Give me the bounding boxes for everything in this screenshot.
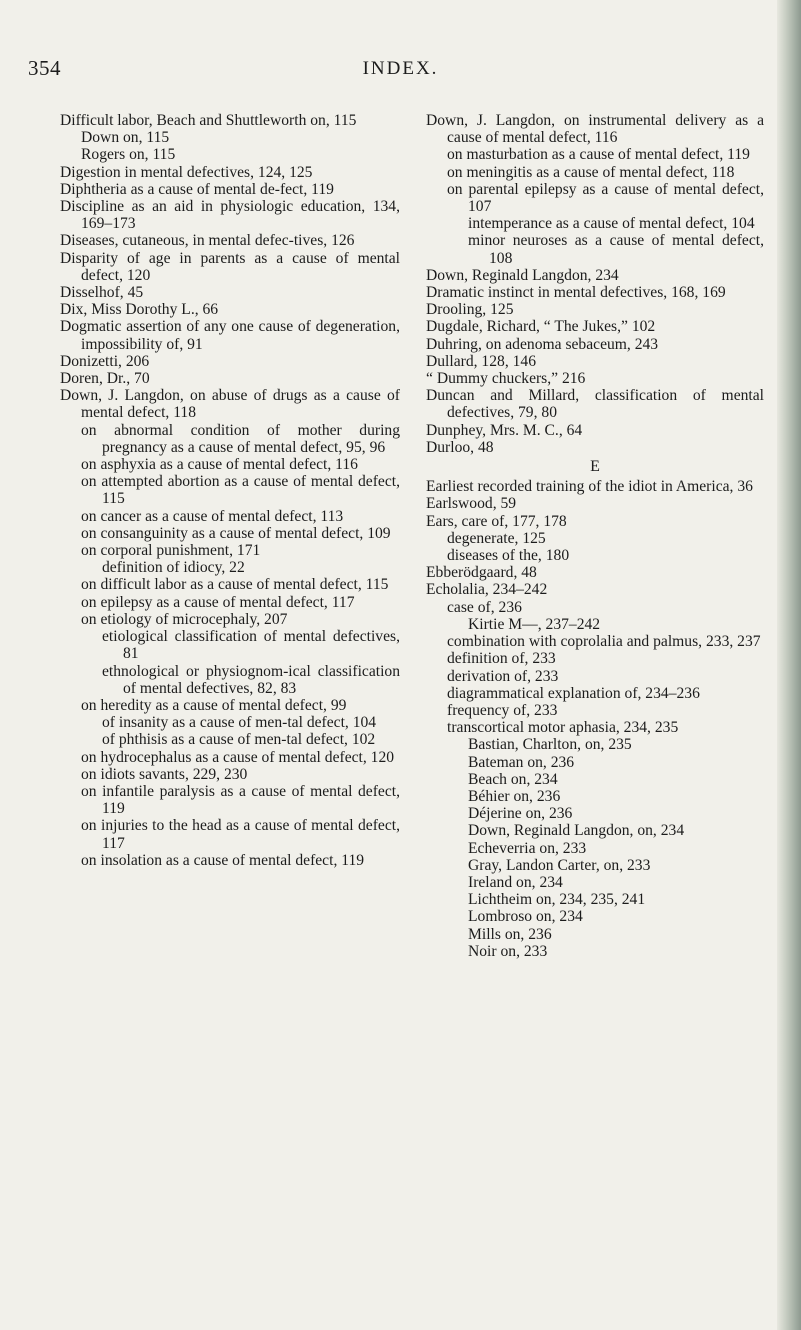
index-subentry: Gray, Landon Carter, on, 233 xyxy=(468,856,651,874)
index-subentry: Bateman on, 236 xyxy=(468,753,575,771)
index-subentry: etiological classification of mental defectives, 81 xyxy=(102,628,400,663)
index-subentry: derivation of, 233 xyxy=(447,667,559,685)
index-entry: Durloo, 48 xyxy=(426,438,494,456)
index-entry: Diseases, cutaneous, in mental defec-tives, 126 xyxy=(60,232,355,250)
index-subentry: Ireland on, 234 xyxy=(468,873,563,891)
index-subentry: Kirtie M—, 237–242 xyxy=(468,615,601,633)
index-entry: Dugdale, Richard, “ The Jukes,” 102 xyxy=(426,318,656,336)
index-entry: Discipline as an aid in physiologic education, 134, 169–173 xyxy=(60,198,400,233)
index-entry: Doren, Dr., 70 xyxy=(60,370,150,388)
index-subentry: degenerate, 125 xyxy=(447,529,546,547)
index-entry: Disselhof, 45 xyxy=(60,284,144,302)
index-subentry: on parental epilepsy as a cause of mental defect, 107 xyxy=(447,180,764,216)
index-subentry: Rogers on, 115 xyxy=(81,146,176,164)
page-number: 354 xyxy=(28,56,61,80)
index-entry: “ Dummy chuckers,” 216 xyxy=(426,370,586,388)
left-index-column xyxy=(60,112,400,869)
index-entry: Duncan and Millard, classification of mental defectives, 79, 80 xyxy=(426,387,764,422)
index-subentry: on epilepsy as a cause of mental defect, 117 xyxy=(81,593,355,611)
index-subentry: transcortical motor aphasia, 234, 235 xyxy=(447,719,679,737)
index-subentry: combination with coprolalia and palmus, 233, 237 xyxy=(447,633,761,651)
page-header xyxy=(0,56,801,86)
index-subentry: on injuries to the head as a cause of mental defect, 117 xyxy=(81,817,400,852)
index-subentry: case of, 236 xyxy=(447,598,522,616)
index-subentry: Down, Reginald Langdon, on, 234 xyxy=(468,822,685,840)
index-subentry: ethnological or physiognom-ical classification of mental defectives, 82, 83 xyxy=(102,662,400,697)
index-entry: Disparity of age in parents as a cause of mental defect, 120 xyxy=(60,249,400,284)
index-subentry: on insolation as a cause of mental defect, 119 xyxy=(81,851,365,869)
index-entry: Earlswood, 59 xyxy=(426,495,517,513)
index-subentry: definition of, 233 xyxy=(447,650,556,668)
index-entry: Dogmatic assertion of any one cause of degeneration, impossibility of, 91 xyxy=(60,318,400,353)
index-subentry: on idiots savants, 229, 230 xyxy=(81,765,248,783)
index-entry: Echolalia, 234–242 xyxy=(426,581,548,599)
running-title: INDEX. xyxy=(362,58,439,79)
index-subentry: Béhier on, 236 xyxy=(468,787,561,805)
section-letter-heading: E xyxy=(590,458,600,476)
index-subentry: minor neuroses as a cause of mental defect, 108 xyxy=(468,232,764,267)
index-subentry: Down on, 115 xyxy=(81,129,170,147)
page-edge-shadow xyxy=(777,0,801,1330)
index-subentry: diseases of the, 180 xyxy=(447,547,570,565)
index-subentry: diagrammatical explanation of, 234–236 xyxy=(447,684,700,702)
index-entry: Digestion in mental defectives, 124, 125 xyxy=(60,163,313,181)
index-subentry: on difficult labor as a cause of mental defect, 115 xyxy=(81,576,389,594)
index-entry: Down, J. Langdon, on abuse of drugs as a cause of mental defect, 118 xyxy=(60,387,400,422)
index-subentry: Noir on, 233 xyxy=(468,942,548,960)
index-subentry: on hydrocephalus as a cause of mental defect, 120 xyxy=(81,748,395,766)
index-subentry: Déjerine on, 236 xyxy=(468,805,573,823)
index-entry: Ebberödgaard, 48 xyxy=(426,564,537,582)
index-entry: Dramatic instinct in mental defectives, 168, 169 xyxy=(426,284,726,302)
index-entry: Ears, care of, 177, 178 xyxy=(426,512,567,530)
right-index-column xyxy=(426,112,764,960)
index-entry: Dix, Miss Dorothy L., 66 xyxy=(60,301,219,319)
index-subentry: on cancer as a cause of mental defect, 113 xyxy=(81,507,344,525)
index-entry: Difficult labor, Beach and Shuttleworth on, 115 xyxy=(60,112,357,129)
index-subentry: on infantile paralysis as a cause of mental defect, 119 xyxy=(81,782,400,818)
index-subentry: Mills on, 236 xyxy=(468,925,552,943)
index-entry: Down, J. Langdon, on instrumental delivery as a cause of mental defect, 116 xyxy=(426,112,764,147)
index-entry: Earliest recorded training of the idiot in America, 36 xyxy=(426,478,753,496)
index-subentry: on etiology of microcephaly, 207 xyxy=(81,610,288,628)
index-subentry: of insanity as a cause of men-tal defect, 104 xyxy=(102,714,377,732)
index-entry: Down, Reginald Langdon, 234 xyxy=(426,266,619,284)
index-entry: Diphtheria as a cause of mental de-fect, 119 xyxy=(60,180,334,198)
index-subentry: on masturbation as a cause of mental defect, 119 xyxy=(447,146,750,164)
index-entry: Drooling, 125 xyxy=(426,301,514,319)
index-subentry: of phthisis as a cause of men-tal defect, 102 xyxy=(102,731,376,749)
index-subentry: on meningitis as a cause of mental defect, 118 xyxy=(447,163,735,181)
index-entry: Donizetti, 206 xyxy=(60,352,150,370)
index-subentry: frequency of, 233 xyxy=(447,701,558,719)
index-subentry: Bastian, Charlton, on, 235 xyxy=(468,736,632,754)
index-subentry: Lichtheim on, 234, 235, 241 xyxy=(468,891,646,909)
index-subentry: Echeverria on, 233 xyxy=(468,839,587,857)
index-subentry: on asphyxia as a cause of mental defect, 116 xyxy=(81,456,358,474)
index-entry: Dullard, 128, 146 xyxy=(426,352,537,370)
index-entry: Dunphey, Mrs. M. C., 64 xyxy=(426,421,583,439)
index-subentry: on corporal punishment, 171 xyxy=(81,542,261,560)
index-subentry: on attempted abortion as a cause of mental defect, 115 xyxy=(81,473,400,508)
index-subentry: intemperance as a cause of mental defect, 104 xyxy=(468,215,755,233)
index-subentry: Beach on, 234 xyxy=(468,770,558,788)
index-subentry: on abnormal condition of mother during pregnancy as a cause of mental defect, 95, 96 xyxy=(81,421,400,456)
index-entry: Duhring, on adenoma sebaceum, 243 xyxy=(426,335,659,353)
index-subentry: on consanguinity as a cause of mental defect, 109 xyxy=(81,524,391,542)
index-subentry: Lombroso on, 234 xyxy=(468,908,583,926)
index-subentry: on heredity as a cause of mental defect, 99 xyxy=(81,696,347,714)
index-subentry: definition of idiocy, 22 xyxy=(102,559,245,577)
